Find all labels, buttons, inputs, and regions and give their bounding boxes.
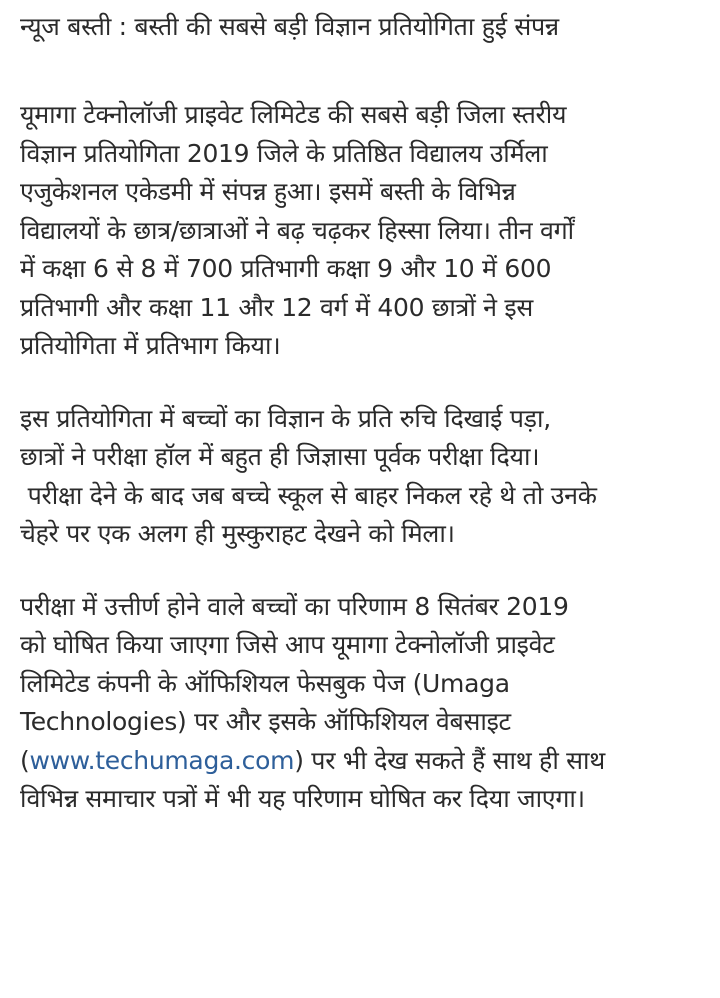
paragraph-student-interest <box>20 400 712 554</box>
article-title: न्यूज बस्ती : बस्ती की सबसे बड़ी विज्ञान प्रतियोगिता हुई संपन्न <box>20 12 559 41</box>
paragraph-line: प्रतियोगिता में प्रतिभाग किया। <box>20 331 281 360</box>
paragraph-line: इस प्रतियोगिता में बच्चों का विज्ञान के प्रति रुचि दिखाई पड़ा, <box>20 403 551 433</box>
website-link[interactable]: www.techumaga.com <box>29 745 295 775</box>
paragraph-line: Technologies) पर और इसके ऑफिशियल वेबसाइट <box>20 707 511 736</box>
paragraph-competition-details <box>20 96 712 366</box>
paragraph-line: चेहरे पर एक अलग ही मुस्कुराहट देखने को मिला। <box>20 519 455 548</box>
paragraph-line: परीक्षा देने के बाद जब बच्चे स्कूल से बाहर निकल रहे थे तो उनके <box>20 480 597 510</box>
paragraph-line: छात्रों ने परीक्षा हॉल में बहुत ही जिज्ञासा पूर्वक परीक्षा दिया। <box>20 442 540 471</box>
paragraph-line: यूमागा टेक्नोलॉजी प्राइवेट लिमिटेड की सबसे बड़ी जिला स्तरीय <box>20 100 567 129</box>
paragraph-line: एजुकेशनल एकेडमी में संपन्न हुआ। इसमें बस्ती के विभिन्न <box>20 177 516 206</box>
paragraph-line: में कक्षा 6 से 8 में 700 प्रतिभागी कक्षा 9 और 10 में 600 <box>20 254 552 283</box>
paragraph-line: विभिन्न समाचार पत्रों में भी यह परिणाम घोषित कर दिया जाएगा। <box>20 784 585 813</box>
paragraph-line: लिमिटेड कंपनी के ऑफिशियल फेसबुक पेज (Umaga <box>20 668 510 698</box>
paragraph-result-announcement <box>20 588 712 819</box>
paragraph-line: विज्ञान प्रतियोगिता 2019 जिले के प्रतिष्ठित विद्यालय उर्मिला <box>20 138 548 168</box>
paragraph-text: ) पर भी देख सकते हैं साथ ही साथ <box>294 745 605 775</box>
paragraph-text: ( <box>20 745 30 775</box>
paragraph-line: परीक्षा में उत्तीर्ण होने वाले बच्चों का परिणाम 8 सितंबर 2019 <box>20 591 569 621</box>
paragraph-line: विद्यालयों के छात्र/छात्राओं ने बढ़ चढ़कर हिस्सा लिया। तीन वर्गों <box>20 215 574 245</box>
paragraph-line: प्रतिभागी और कक्षा 11 और 12 वर्ग में 400 छात्रों ने इस <box>20 292 533 322</box>
paragraph-line: को घोषित किया जाएगा जिसे आप यूमागा टेक्नोलॉजी प्राइवेट <box>20 630 555 659</box>
paragraph-line-with-link <box>20 742 712 781</box>
